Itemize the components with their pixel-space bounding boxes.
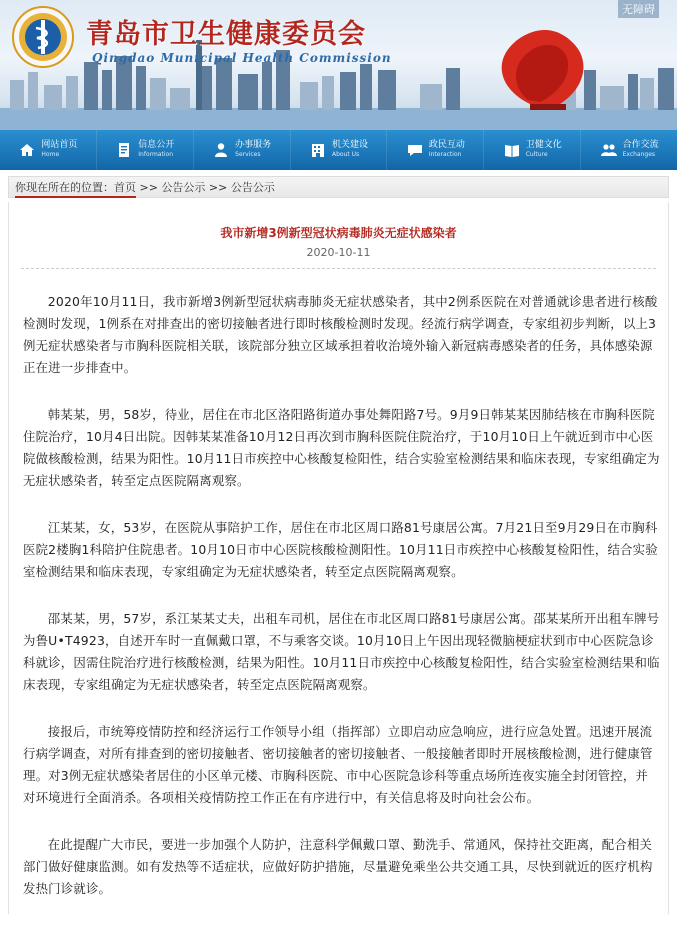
nav-label: 网站首页 (41, 140, 78, 150)
breadcrumb-separator: >> (205, 181, 231, 194)
nav-item-information[interactable] (97, 130, 194, 170)
nav-label: 办事服务 (235, 140, 272, 150)
article-paragraph: 韩某某，男，58岁，待业，居住在市北区洛阳路街道办事处舞阳路7号。9月9日韩某某因肺结核在市胸科医院住院治疗，10月4日出院。因韩某某准备10月12日再次到市胸科医院住院治疗，于10月10日上午就近到市中心医院做核酸检测，结果为阳性。10月11日市疾控中心核酸复检阳性，结合实验室检测结果和临床表现，专家组确定为无症状感染者，转至定点医院隔离观察。 (23, 407, 660, 488)
site-title: 青岛市卫生健康委员会 (86, 19, 366, 50)
article-paragraph: 江某某，女，53岁，在医院从事陪护工作，居住在市北区周口路81号康居公寓。7月21日至9月29日在市胸科医院2楼胸1科陪护住院患者。10月10日市中心医院核酸检测阳性。10月11日市疾控中心核酸复检阳性，结合实验室检测结果和临床表现，专家组确定为无症状感染者，转至定点医院隔离观察。 (23, 520, 658, 579)
article-paragraph: 2020年10月11日，我市新增3例新型冠状病毒肺炎无症状感染者，其中2例系医院在对普通就诊患者进行核酸检测时发现，1例系在对排查出的密切接触者进行即时核酸检测时发现。经流行病学调查，专家组初步判断，以上3例无症状感染者与市胸科医院相关联，该院部分独立区域承担着收治境外输入新冠病毒感染者的任务，具体感染源正在进一步排查中。 (23, 294, 658, 375)
article-container (8, 202, 669, 914)
nav-label-en: Information (138, 151, 174, 158)
article-date: 2020-10-11 (306, 246, 371, 259)
accessibility-button[interactable]: 无障碍 (618, 0, 659, 18)
nav-label-en: Interaction (428, 151, 462, 158)
people-icon (600, 141, 618, 159)
nav-item-exchanges[interactable] (581, 130, 677, 170)
article-paragraph: 接报后，市统筹疫情防控和经济运行工作领导小组（指挥部）立即启动应急响应，进行应急处置。迅速开展流行病学调查，对所有排查到的密切接触者、密切接触者的密切接触者、一般接触者即时开展核酸检测，进行健康管理。对3例无症状感染者居住的小区单元楼、市胸科医院、市中心医院急诊科等重点场所连夜实施全封闭管控，并对环境进行全面消杀。各项相关疫情防控工作正在有序进行中，有关信息将及时向社会公布。 (23, 724, 653, 805)
nav-label: 卫健文化 (525, 140, 562, 150)
nav-label: 信息公开 (138, 140, 175, 150)
nav-item-home[interactable] (0, 130, 97, 170)
nav-item-culture[interactable] (484, 130, 581, 170)
article-paragraph: 邵某某，男，57岁，系江某某丈夫，出租车司机，居住在市北区周口路81号康居公寓。邵某某所开出租车牌号为鲁U•T4923，自述开车时一直佩戴口罩，不与乘客交谈。10月10日上午因出现轻微脑梗症状到市中心医院急诊科就诊，因需住院治疗进行核酸检测，结果为阳性。10月11日市疾控中心核酸复检阳性，结合实验室检测结果和临床表现，专家组确定为无症状感染者，转至定点医院隔离观察。 (23, 611, 660, 692)
book-icon (503, 141, 521, 159)
site-banner (0, 0, 677, 130)
breadcrumb-level1-link[interactable]: 公告公示 (161, 181, 206, 194)
nav-label-en: Home (41, 151, 60, 158)
nav-label-en: About Us (332, 151, 360, 158)
breadcrumb-separator: >> (136, 181, 162, 194)
main-navigation (0, 130, 677, 170)
breadcrumb-prefix: 你现在所在的位置： (15, 181, 114, 198)
nav-item-services[interactable] (194, 130, 291, 170)
nav-label-en: Exchanges (622, 151, 656, 158)
building-icon (309, 141, 327, 159)
nav-label: 政民互动 (428, 140, 465, 150)
home-icon (18, 141, 36, 159)
title-divider (21, 268, 656, 269)
breadcrumb-level2-link[interactable]: 公告公示 (230, 181, 275, 194)
health-commission-logo (12, 6, 74, 68)
site-subtitle: Qingdao Municipal Health Commission (92, 51, 392, 65)
person-icon (212, 141, 230, 159)
nav-item-about-us[interactable] (291, 130, 388, 170)
nav-label-en: Services (235, 151, 261, 158)
breadcrumb (8, 176, 669, 198)
article-title: 我市新增3例新型冠状病毒肺炎无症状感染者 (220, 226, 457, 240)
article-body (23, 291, 660, 925)
chat-icon (406, 141, 424, 159)
nav-label-en: Culture (525, 151, 548, 158)
nav-item-interaction[interactable] (387, 130, 484, 170)
breadcrumb-home-link[interactable]: 首页 (114, 181, 136, 198)
nav-label: 机关建设 (332, 140, 369, 150)
nav-label: 合作交流 (622, 140, 659, 150)
article-paragraph: 在此提醒广大市民，要进一步加强个人防护，注意科学佩戴口罩、勤洗手、常通风，保持社交距离，配合相关部门做好健康监测。如有发热等不适症状，应做好防护措施，尽量避免乘坐公共交通工具，尽快到就近的医疗机构发热门诊就诊。 (23, 837, 653, 896)
document-icon (115, 141, 133, 159)
